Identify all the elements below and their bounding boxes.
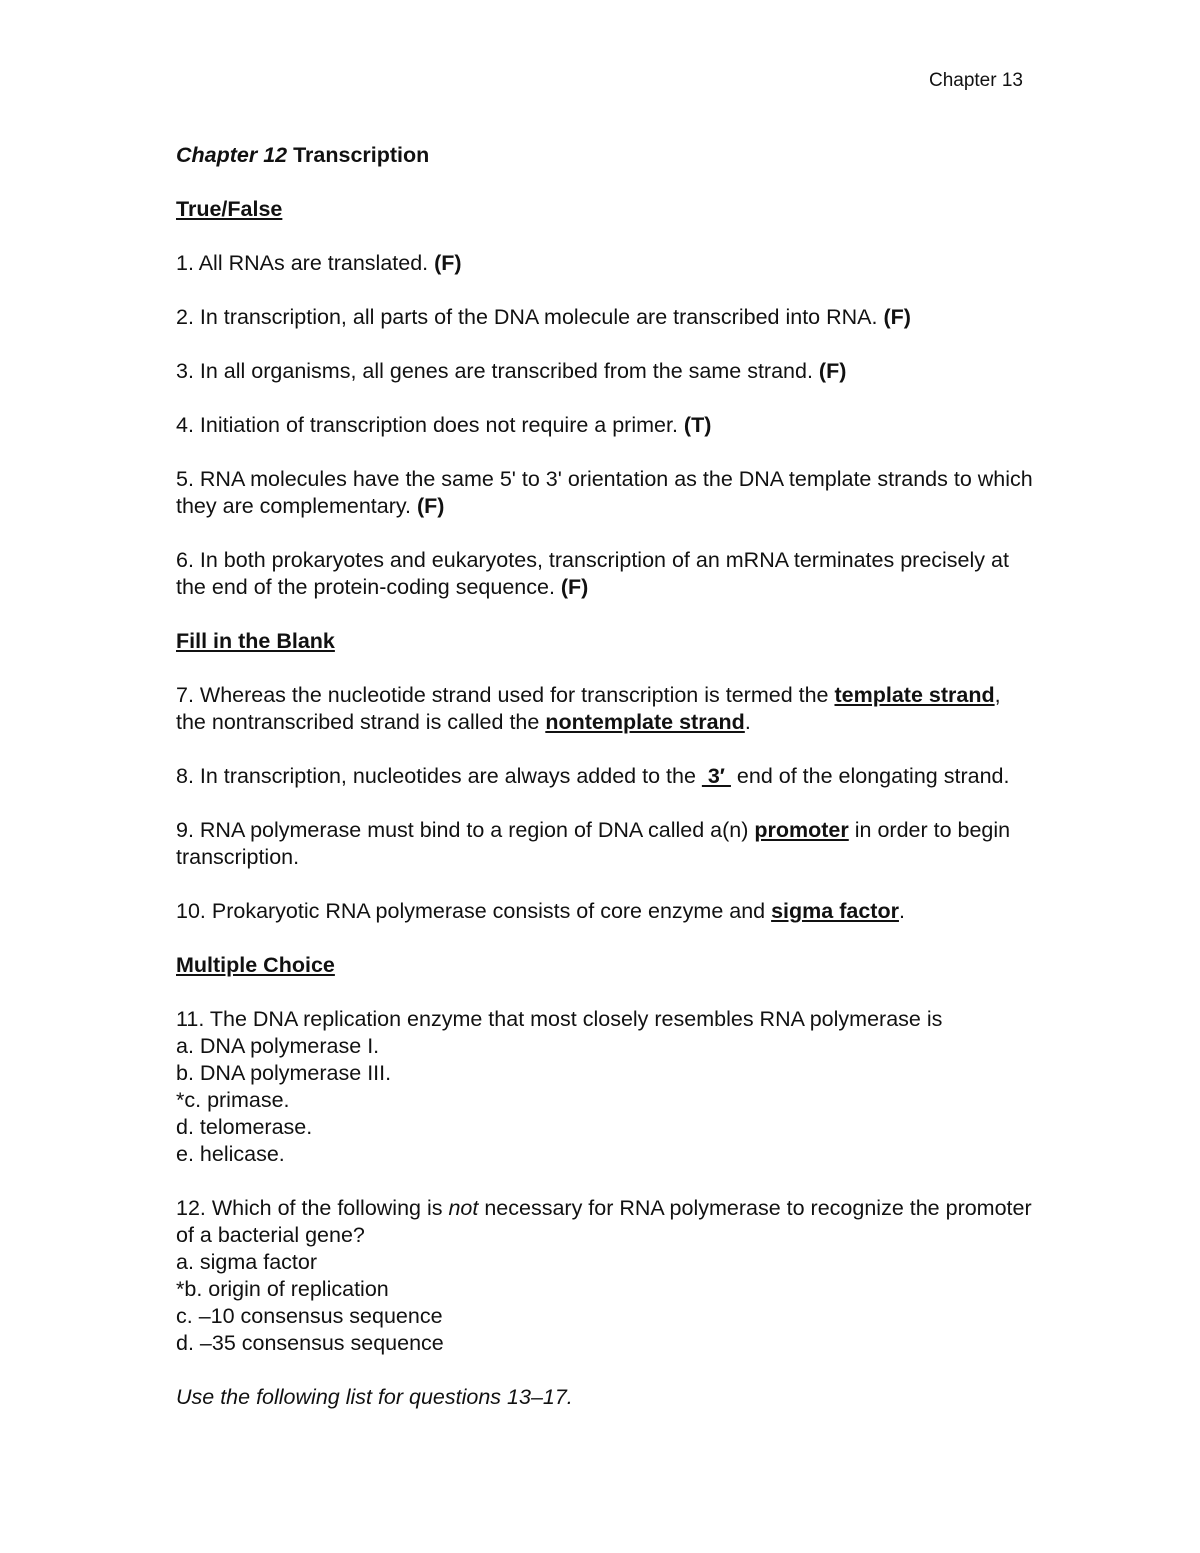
answer-option: a. sigma factor — [176, 1250, 317, 1274]
question-text: . — [898, 899, 905, 923]
question-text: 3. In all organisms, all genes are transcribed from the same strand. — [176, 359, 819, 383]
answer-option: d. –35 consensus sequence — [176, 1331, 444, 1355]
answer: (F) — [883, 305, 911, 329]
answer-option: d. telomerase. — [176, 1115, 313, 1139]
answer-option: e. helicase. — [176, 1142, 285, 1166]
question-8 — [176, 763, 1036, 790]
question-stem: 11. The DNA replication enzyme that most closely resembles RNA polymerase is — [176, 1007, 943, 1031]
chapter-title-italic: Chapter 12 — [176, 143, 288, 167]
blank-answer: template strand — [834, 683, 995, 707]
question-text: 12. Which of the following is — [176, 1196, 449, 1220]
answer: (F) — [560, 575, 589, 599]
answer-option: a. DNA polymerase I. — [176, 1034, 380, 1058]
question-text: , the nontranscribed strand is called the — [176, 683, 1001, 734]
question-6 — [176, 547, 1036, 601]
question-text: end of the elongating strand. — [730, 764, 1010, 788]
question-2 — [176, 304, 1036, 331]
answer: (F) — [434, 251, 462, 275]
answer-option: b. DNA polymerase III. — [176, 1061, 392, 1085]
question-4 — [176, 412, 1036, 439]
question-text: 9. RNA polymerase must bind to a region of DNA called a(n) — [176, 818, 755, 842]
chapter-title-rest: Transcription — [287, 143, 430, 167]
question-5 — [176, 466, 1036, 520]
answer: (T) — [683, 413, 712, 437]
instruction-note — [176, 1384, 1036, 1411]
answer-option-correct: *c. primase. — [176, 1088, 290, 1112]
section-heading-multiple-choice: Multiple Choice — [176, 953, 335, 977]
question-text: 7. Whereas the nucleotide strand used for transcription is termed the — [176, 683, 835, 707]
answer: (F) — [416, 494, 445, 518]
question-text: necessary for RNA polymerase to recognize the promoter of a bacterial gene? — [176, 1196, 1032, 1247]
section-heading-fill-blank: Fill in the Blank — [176, 629, 335, 653]
instruction-note-text: Use the following list for questions 13–17. — [176, 1385, 573, 1409]
section-heading-true-false: True/False — [176, 197, 283, 221]
question-10 — [176, 898, 1036, 925]
answer: (F) — [818, 359, 847, 383]
question-1 — [176, 250, 1036, 277]
question-emphasis: not — [448, 1196, 479, 1220]
blank-answer: nontemplate strand — [545, 710, 745, 734]
question-text: 10. Prokaryotic RNA polymerase consists of core enzyme and — [176, 899, 772, 923]
answer-option: c. –10 consensus sequence — [176, 1304, 443, 1328]
question-text: 6. In both prokaryotes and eukaryotes, transcription of an mRNA terminates precisely at the end of the protein-coding sequence. — [176, 548, 1009, 599]
question-text: 2. In transcription, all parts of the DNA molecule are transcribed into RNA. — [176, 305, 884, 329]
document-body — [176, 142, 1036, 1438]
question-text: . — [744, 710, 751, 734]
question-3 — [176, 358, 1036, 385]
question-text: in order to begin transcription. — [176, 818, 1011, 869]
running-header: Chapter 13 — [928, 70, 1023, 91]
question-7 — [176, 682, 1036, 736]
blank-answer: sigma factor — [771, 899, 899, 923]
question-12 — [176, 1195, 1036, 1357]
question-stem — [176, 1195, 1036, 1249]
question-text: 8. In transcription, nucleotides are always added to the — [176, 764, 702, 788]
answer-option-correct: *b. origin of replication — [176, 1277, 389, 1301]
question-text: 1. All RNAs are translated. — [176, 251, 435, 275]
question-text: 4. Initiation of transcription does not require a primer. — [176, 413, 684, 437]
question-text: 5. RNA molecules have the same 5' to 3' orientation as the DNA template strands to which they are complementary. — [176, 467, 1033, 518]
blank-answer: promoter — [754, 818, 849, 842]
blank-answer: 3′ — [701, 764, 731, 788]
chapter-title — [176, 142, 1036, 169]
question-11 — [176, 1006, 1036, 1168]
question-9 — [176, 817, 1036, 871]
